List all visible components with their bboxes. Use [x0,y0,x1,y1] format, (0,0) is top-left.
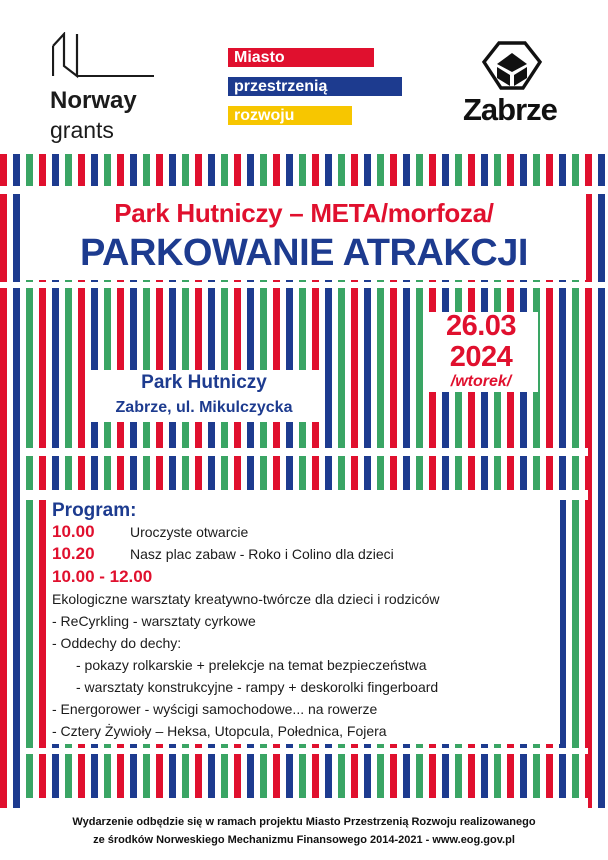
program-description: Uroczyste otwarcie [130,524,249,540]
zabrze-logo-name: Zabrze [463,92,557,127]
program-item [52,522,557,544]
program-item [52,544,557,566]
program-section [52,500,557,742]
miasto-przestrzenia-rozwoju-logo [228,48,408,128]
program-subline: - pokazy rolkarskie + prelekcje na temat bezpieczeństwa [76,657,427,673]
program-time: 10.00 [52,522,95,541]
program-line: - Cztery Żywioły – Heksa, Utopcula, Połednica, Fojera [52,723,387,739]
event-date-year: 2024 [449,341,513,373]
program-line: Ekologiczne warsztaty kreatywno-twórcze dla dzieci i rodziców [52,591,440,607]
miasto-logo-line2: przestrzenią [228,77,402,96]
miasto-logo-line1: Miasto [228,48,374,67]
footer-text-line2: ze środków Norweskiego Mechanizmu Finansowego 2014-2021 - www.eog.gov.pl [93,834,515,846]
event-date-day: 26.03 [445,310,517,342]
zabrze-crest-icon [477,40,547,96]
program-line: - Oddechy do dechy: [52,635,182,651]
norway-grants-logo [46,30,166,145]
miasto-logo-line3: rozwoju [228,106,352,125]
norway-logo-line1: Norway [50,87,137,114]
event-subtitle: Park Hutniczy – META/morfoza/ [114,198,494,228]
location-address: Zabrze, ul. Mikulczycka [115,399,293,416]
event-date-weekday: /wtorek/ [450,373,512,390]
program-time: 10.20 [52,544,95,563]
zabrze-logo [455,40,575,135]
program-time-range: 10.00 - 12.00 [52,567,153,586]
norway-logo-line2: grants [50,117,114,143]
program-subline: - warsztaty konstrukcyjne - rampy + deskorolki fingerboard [76,679,439,695]
program-heading: Program: [52,500,137,521]
program-description: Nasz plac zabaw - Roko i Colino dla dzieci [130,546,394,562]
footer-text-line1: Wydarzenie odbędzie się w ramach projektu Miasto Przestrzenią Rozwoju realizowanego [72,816,536,828]
event-title: PARKOWANIE ATRAKCJI [80,232,528,274]
norway-grants-n-icon [52,32,162,82]
location-name: Park Hutniczy [141,372,267,393]
program-line: - ReCyrkling - warsztaty cyrkowe [52,613,256,629]
program-line: - Energorower - wyścigi samochodowe... na rowerze [52,701,378,717]
